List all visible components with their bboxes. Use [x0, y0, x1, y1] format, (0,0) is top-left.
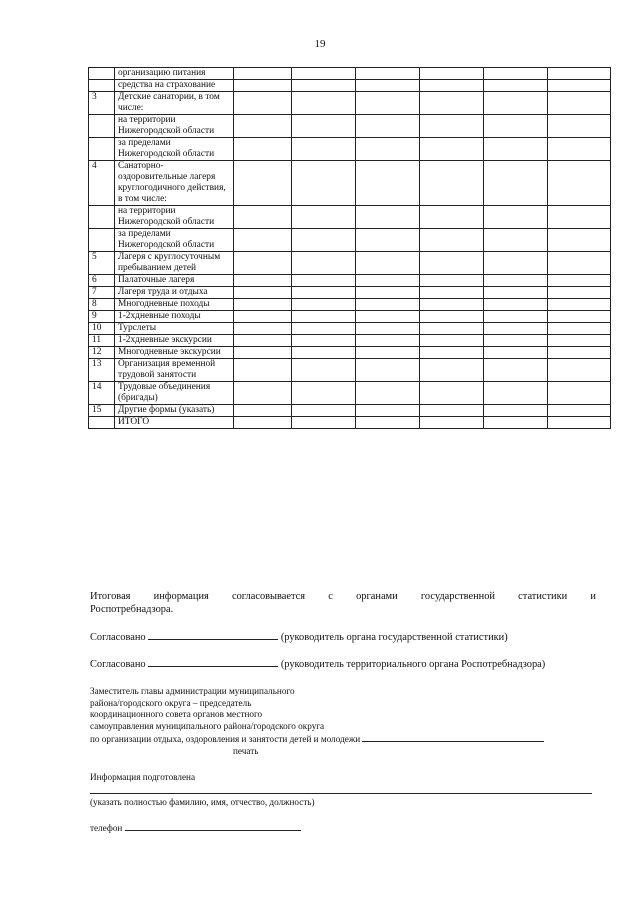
empty-cell: [292, 80, 356, 92]
empty-cell: [484, 299, 548, 311]
empty-cell: [548, 299, 611, 311]
empty-cell: [356, 206, 420, 229]
empty-cell: [484, 92, 548, 115]
row-label: Другие формы (указать): [115, 405, 234, 417]
row-label: средства на страхование: [115, 80, 234, 92]
empty-cell: [420, 275, 484, 287]
empty-cell: [484, 311, 548, 323]
empty-cell: [484, 115, 548, 138]
empty-cell: [484, 417, 548, 429]
row-label: Турслеты: [115, 323, 234, 335]
fio-line: [90, 793, 592, 794]
empty-cell: [234, 323, 292, 335]
signature-underline: [362, 732, 544, 742]
prepared-label: Информация подготовлена: [90, 772, 196, 782]
row-number: 3: [89, 92, 115, 115]
table-row: [89, 161, 611, 206]
row-number: 4: [89, 161, 115, 206]
empty-cell: [548, 138, 611, 161]
empty-cell: [548, 229, 611, 252]
empty-cell: [234, 115, 292, 138]
empty-cell: [292, 405, 356, 417]
row-label: Санаторно-оздоровительные лагеря круглогодичного действия, в том числе:: [115, 161, 234, 206]
empty-cell: [356, 68, 420, 80]
empty-cell: [420, 335, 484, 347]
table-row: [89, 229, 611, 252]
row-number: 8: [89, 299, 115, 311]
row-number: [89, 206, 115, 229]
table-row: [89, 115, 611, 138]
empty-cell: [420, 92, 484, 115]
empty-cell: [292, 115, 356, 138]
table-row: [89, 275, 611, 287]
empty-cell: [420, 405, 484, 417]
empty-cell: [292, 206, 356, 229]
table-row: [89, 311, 611, 323]
summary-line-1: Итоговая информация согласовывается с органами государственной статистики и: [90, 591, 596, 602]
row-number: [89, 80, 115, 92]
empty-cell: [484, 287, 548, 299]
empty-cell: [356, 138, 420, 161]
empty-cell: [356, 347, 420, 359]
empty-cell: [292, 92, 356, 115]
empty-cell: [292, 359, 356, 382]
empty-cell: [234, 275, 292, 287]
rospotreb-role: (руководитель территориального органа Роспотребнадзора): [280, 659, 546, 670]
empty-cell: [484, 347, 548, 359]
empty-cell: [356, 80, 420, 92]
page-number: 19: [314, 38, 326, 50]
empty-cell: [420, 382, 484, 405]
empty-cell: [234, 206, 292, 229]
empty-cell: [356, 417, 420, 429]
signature-line: [148, 657, 278, 667]
empty-cell: [420, 138, 484, 161]
row-label: Палаточные лагеря: [115, 275, 234, 287]
empty-cell: [356, 252, 420, 275]
signature-line-5: по организации отдыха, оздоровления и занятости детей и молодежи: [90, 734, 361, 745]
agreement-stat: [90, 630, 508, 643]
row-number: 13: [89, 359, 115, 382]
table-body: [89, 68, 611, 429]
empty-cell: [292, 287, 356, 299]
row-label: ИТОГО: [115, 417, 234, 429]
row-number: 14: [89, 382, 115, 405]
row-label: за пределами Нижегородской области: [115, 229, 234, 252]
empty-cell: [548, 417, 611, 429]
empty-cell: [234, 80, 292, 92]
empty-cell: [484, 206, 548, 229]
empty-cell: [356, 359, 420, 382]
empty-cell: [420, 252, 484, 275]
table-row: [89, 382, 611, 405]
empty-cell: [420, 359, 484, 382]
phone-underline: [125, 821, 301, 831]
signature-line-2: района/городского округа – председатель: [90, 697, 252, 708]
agreement-label: Согласовано: [90, 659, 146, 670]
row-label: на территории Нижегородской области: [115, 115, 234, 138]
empty-cell: [356, 299, 420, 311]
empty-cell: [356, 229, 420, 252]
empty-cell: [484, 68, 548, 80]
empty-cell: [356, 275, 420, 287]
empty-cell: [420, 206, 484, 229]
empty-cell: [292, 347, 356, 359]
empty-cell: [484, 382, 548, 405]
data-table: [88, 67, 611, 429]
row-number: 15: [89, 405, 115, 417]
row-number: [89, 68, 115, 80]
table-row: [89, 206, 611, 229]
empty-cell: [420, 115, 484, 138]
empty-cell: [234, 138, 292, 161]
empty-cell: [420, 311, 484, 323]
table-row: [89, 417, 611, 429]
stat-role: (руководитель органа государственной статистики): [280, 632, 508, 643]
row-number: 6: [89, 275, 115, 287]
empty-cell: [484, 138, 548, 161]
signature-line-1: Заместитель главы администрации муниципального: [90, 686, 295, 696]
empty-cell: [548, 206, 611, 229]
summary-text: [90, 590, 596, 616]
row-label: 1-2хдневные походы: [115, 311, 234, 323]
empty-cell: [234, 311, 292, 323]
empty-cell: [234, 299, 292, 311]
empty-cell: [484, 359, 548, 382]
signature-block: [90, 686, 610, 746]
table-row: [89, 287, 611, 299]
row-number: [89, 115, 115, 138]
empty-cell: [548, 347, 611, 359]
row-label: на территории Нижегородской области: [115, 206, 234, 229]
empty-cell: [548, 161, 611, 206]
empty-cell: [356, 382, 420, 405]
empty-cell: [548, 68, 611, 80]
empty-cell: [548, 115, 611, 138]
table-row: [89, 138, 611, 161]
empty-cell: [234, 359, 292, 382]
signature-line-5-row: [90, 732, 610, 746]
row-number: 11: [89, 335, 115, 347]
empty-cell: [356, 323, 420, 335]
signature-line: [148, 630, 278, 640]
empty-cell: [292, 68, 356, 80]
empty-cell: [420, 299, 484, 311]
empty-cell: [234, 287, 292, 299]
table-row: [89, 335, 611, 347]
row-number: 10: [89, 323, 115, 335]
empty-cell: [420, 287, 484, 299]
empty-cell: [548, 275, 611, 287]
signature-line-4: самоуправления муниципального района/городского округа: [90, 720, 325, 731]
table-row: [89, 80, 611, 92]
empty-cell: [234, 405, 292, 417]
empty-cell: [484, 275, 548, 287]
empty-cell: [356, 335, 420, 347]
empty-cell: [548, 382, 611, 405]
empty-cell: [292, 417, 356, 429]
empty-cell: [484, 323, 548, 335]
empty-cell: [292, 382, 356, 405]
table-row: [89, 92, 611, 115]
empty-cell: [356, 287, 420, 299]
empty-cell: [356, 161, 420, 206]
empty-cell: [484, 252, 548, 275]
agreement-rospotreb: [90, 657, 545, 670]
empty-cell: [234, 382, 292, 405]
row-label: Трудовые объединения (бригады): [115, 382, 234, 405]
empty-cell: [420, 417, 484, 429]
empty-cell: [548, 311, 611, 323]
agreement-label: Согласовано: [90, 632, 146, 643]
empty-cell: [484, 80, 548, 92]
empty-cell: [420, 323, 484, 335]
empty-cell: [234, 335, 292, 347]
row-label: Организация временной трудовой занятости: [115, 359, 234, 382]
row-number: 7: [89, 287, 115, 299]
empty-cell: [420, 229, 484, 252]
row-number: 9: [89, 311, 115, 323]
empty-cell: [420, 347, 484, 359]
empty-cell: [234, 161, 292, 206]
table-row: [89, 347, 611, 359]
summary-line-2: Роспотребнадзора.: [90, 604, 174, 615]
table-row: [89, 299, 611, 311]
empty-cell: [292, 161, 356, 206]
empty-cell: [234, 252, 292, 275]
empty-cell: [292, 138, 356, 161]
fio-caption: (указать полностью фамилию, имя, отчество, должность): [90, 797, 315, 807]
row-label: за пределами Нижегородской области: [115, 138, 234, 161]
empty-cell: [292, 323, 356, 335]
row-number: [89, 417, 115, 429]
table-row: [89, 359, 611, 382]
row-label: Лагеря с круглосуточным пребыванием детей: [115, 252, 234, 275]
row-label: Многодневные походы: [115, 299, 234, 311]
empty-cell: [548, 287, 611, 299]
empty-cell: [356, 311, 420, 323]
empty-cell: [420, 80, 484, 92]
row-number: [89, 138, 115, 161]
empty-cell: [356, 115, 420, 138]
row-number: [89, 229, 115, 252]
row-label: 1-2хдневные экскурсии: [115, 335, 234, 347]
table-row: [89, 405, 611, 417]
empty-cell: [484, 161, 548, 206]
signature-line-3: координационного совета органов местного: [90, 709, 263, 720]
empty-cell: [292, 311, 356, 323]
empty-cell: [356, 405, 420, 417]
empty-cell: [234, 92, 292, 115]
empty-cell: [548, 323, 611, 335]
empty-cell: [234, 417, 292, 429]
empty-cell: [420, 68, 484, 80]
empty-cell: [484, 229, 548, 252]
empty-cell: [292, 252, 356, 275]
table-row: [89, 68, 611, 80]
stamp-label: печать: [233, 746, 259, 756]
table-row: [89, 252, 611, 275]
empty-cell: [420, 161, 484, 206]
table-row: [89, 323, 611, 335]
empty-cell: [292, 299, 356, 311]
empty-cell: [548, 359, 611, 382]
empty-cell: [292, 229, 356, 252]
phone-row: [90, 821, 301, 833]
empty-cell: [292, 335, 356, 347]
empty-cell: [234, 68, 292, 80]
empty-cell: [484, 335, 548, 347]
row-number: 5: [89, 252, 115, 275]
empty-cell: [548, 80, 611, 92]
empty-cell: [356, 92, 420, 115]
phone-label: телефон: [90, 823, 123, 833]
empty-cell: [548, 92, 611, 115]
empty-cell: [548, 252, 611, 275]
empty-cell: [234, 229, 292, 252]
empty-cell: [548, 335, 611, 347]
empty-cell: [234, 347, 292, 359]
empty-cell: [292, 275, 356, 287]
empty-cell: [484, 405, 548, 417]
row-label: Многодневные экскурсии: [115, 347, 234, 359]
row-label: организацию питания: [115, 68, 234, 80]
empty-cell: [548, 405, 611, 417]
row-number: 12: [89, 347, 115, 359]
row-label: Лагеря труда и отдыха: [115, 287, 234, 299]
row-label: Детские санатории, в том числе:: [115, 92, 234, 115]
